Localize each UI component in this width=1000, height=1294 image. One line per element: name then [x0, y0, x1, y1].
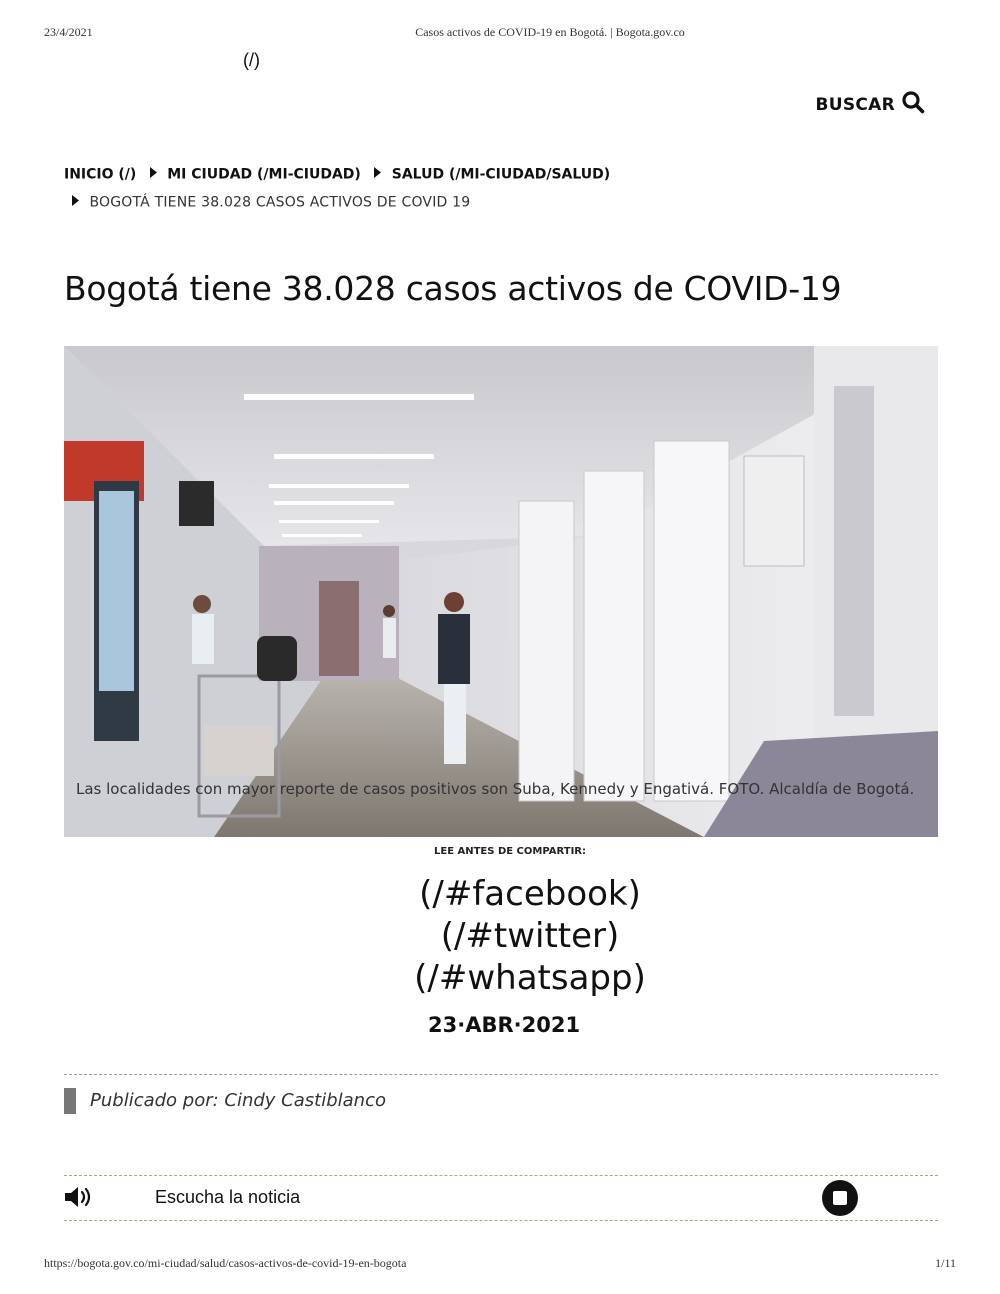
- stop-icon: [833, 1191, 847, 1205]
- share-label: LEE ANTES DE COMPARTIR:: [433, 846, 586, 857]
- author-byline: Publicado por: Cindy Castiblanco: [90, 1090, 386, 1111]
- caret-right-icon: [374, 161, 381, 188]
- breadcrumb: [64, 161, 944, 216]
- home-link[interactable]: (/): [243, 50, 260, 70]
- page-title: Bogotá tiene 38.028 casos activos de COVID-19: [64, 269, 842, 308]
- divider: [64, 1074, 938, 1075]
- listen-label: Escucha la noticia: [155, 1187, 301, 1207]
- search-icon: [901, 90, 925, 119]
- breadcrumb-item-mi-ciudad[interactable]: MI CIUDAD (/MI-CIUDAD): [167, 166, 361, 183]
- publish-date: 23·ABR·2021: [428, 1013, 581, 1037]
- search-button[interactable]: [815, 90, 925, 119]
- image-caption: Las localidades con mayor reporte de casos positivos son Suba, Kennedy y Engativá. FOTO. Alcaldía de Bogotá.: [76, 780, 915, 798]
- share-facebook-link[interactable]: (/#facebook): [419, 874, 641, 914]
- stop-button[interactable]: [822, 1180, 858, 1216]
- divider: [64, 1220, 938, 1221]
- print-url: https://bogota.gov.co/mi-ciudad/salud/casos-activos-de-covid-19-en-bogota: [44, 1256, 407, 1270]
- breadcrumb-item-salud[interactable]: SALUD (/MI-CIUDAD/SALUD): [391, 166, 611, 183]
- hero-image: [64, 346, 938, 837]
- caret-right-icon: [150, 161, 157, 188]
- share-whatsapp-link[interactable]: (/#whatsapp): [414, 958, 646, 998]
- breadcrumb-current: BOGOTÁ TIENE 38.028 CASOS ACTIVOS DE COVID 19: [89, 194, 471, 210]
- print-doc-title: Casos activos de COVID-19 en Bogotá. | Bogota.gov.co: [415, 25, 685, 39]
- share-links: [0, 873, 1000, 999]
- breadcrumb-item-inicio[interactable]: INICIO (/): [64, 166, 137, 183]
- search-label: BUSCAR: [815, 94, 895, 115]
- print-date: 23/4/2021: [44, 25, 93, 39]
- speaker-icon[interactable]: [64, 1186, 94, 1213]
- author-accent-bar: [64, 1088, 76, 1114]
- share-twitter-link[interactable]: (/#twitter): [440, 916, 620, 956]
- caret-right-icon: [72, 189, 79, 216]
- divider: [64, 1175, 938, 1176]
- print-page-number: 1/11: [935, 1256, 956, 1270]
